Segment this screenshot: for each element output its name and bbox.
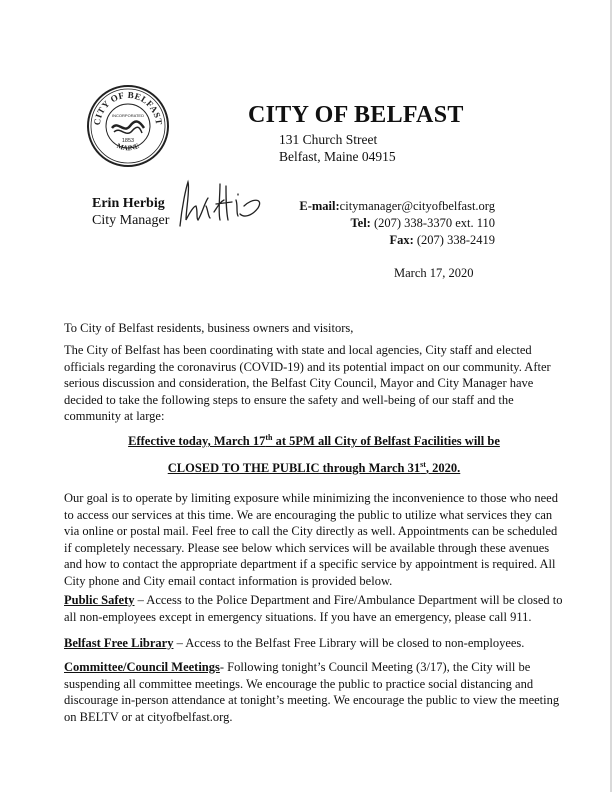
letter-date: March 17, 2020 xyxy=(394,266,474,280)
fax-value: (207) 338-2419 xyxy=(413,233,495,247)
contact-fax xyxy=(389,233,495,248)
seal-bottom-text: MAINE xyxy=(115,141,141,153)
library-paragraph: Belfast Free Library – Access to the Belfast Free Library will be closed to non-employees. xyxy=(64,636,525,650)
signature-icon xyxy=(174,176,266,232)
fax-label: Fax: xyxy=(389,233,414,247)
seal-year: 1853 xyxy=(121,138,135,144)
email-label: E-mail: xyxy=(299,199,340,213)
notice-line-2: CLOSED TO THE PUBLIC through March 31st, 2020. xyxy=(167,459,461,475)
address-line-2: Belfast, Maine 04915 xyxy=(279,149,396,164)
contact-tel xyxy=(350,216,495,231)
sender-name: Erin Herbig xyxy=(92,196,165,211)
goal-paragraph: Our goal is to operate by limiting exposure while minimizing the inconvenience to those who need to access our services at this time. We are encouraging the public to utilize what services they can via online or postal mail. Feel free to call the City directly as well. Appointments can be scheduled if completely necessary. Please see below which services will be available through these avenues and how to contact the appropriate department if a specific service by appointment is required. All City phone and City email contact information is provided below. xyxy=(64,491,558,588)
sender-role: City Manager xyxy=(92,213,170,228)
salutation: To City of Belfast residents, business owners and visitors, xyxy=(64,321,354,335)
library-heading: Belfast Free Library xyxy=(64,636,174,650)
public-safety-paragraph: Public Safety – Access to the Police Department and Fire/Ambulance Department will be closed to all non-employees except in emergency situations. If you have an emergency, please call 911. xyxy=(64,593,563,624)
meetings-heading: Committee/Council Meetings xyxy=(64,660,220,674)
notice-line-1: Effective today, March 17th at 5PM all City of Belfast Facilities will be xyxy=(128,432,500,448)
tel-value: (207) 338-3370 ext. 110 xyxy=(370,216,495,230)
tel-label: Tel: xyxy=(350,216,371,230)
email-value[interactable]: citymanager@cityofbelfast.org xyxy=(339,199,495,213)
intro-paragraph: The City of Belfast has been coordinating with state and local agencies, City staff and elected officials regarding the coronavirus (COVID-19) and its potential impact on our community. After serious discussion and consideration, the Belfast City Council, Mayor and City Manager have decided to take the following steps to ensure the safety and well-being of our staff and the community at large: xyxy=(64,343,551,424)
contact-email xyxy=(299,199,495,214)
address-line-1: 131 Church Street xyxy=(279,132,378,147)
city-seal xyxy=(86,84,170,168)
meetings-paragraph: Committee/Council Meetings- Following tonight’s Council Meeting (3/17), the City will be suspending all committee meetings. We encourage the public to practice social distancing and discourage in-person attendance at tonight’s meeting. We encourage the public to view the meeting on BELTV or at cityofbelfast.org. xyxy=(64,660,560,724)
seal-incorporated: INCORPORATED xyxy=(112,113,144,118)
public-safety-heading: Public Safety xyxy=(64,593,135,607)
seal-top-text: CITY OF BELFAST xyxy=(91,89,165,126)
letterhead-title: CITY OF BELFAST xyxy=(248,102,464,128)
